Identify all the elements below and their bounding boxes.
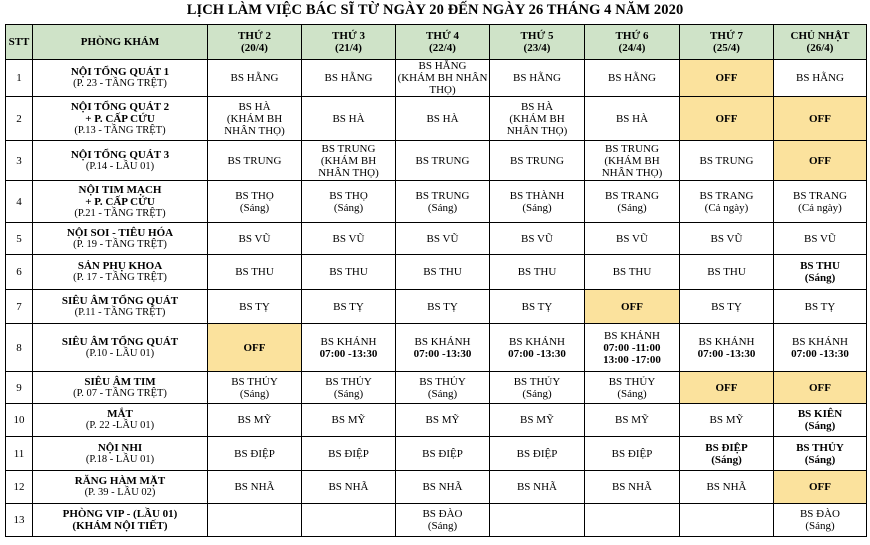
doctor-name: BS THÀNH: [509, 189, 565, 202]
room-name: + P. CẤP CỨU: [85, 112, 155, 125]
doctor-cell: [302, 60, 396, 97]
doctor-cell: [774, 223, 867, 255]
room-location: (P.21 - TẦNG TRỆT): [74, 207, 166, 219]
shift-note: (KHÁM BH: [320, 154, 377, 167]
doctor-name: BS THỌ: [329, 189, 368, 202]
doctor-name: OFF: [621, 300, 643, 313]
row-number: 3: [6, 141, 33, 181]
doctor-name: BS NHÃ: [234, 481, 275, 493]
doctor-cell: [208, 290, 302, 324]
room-cell: [33, 60, 208, 97]
row-number: 10: [6, 404, 33, 437]
doctor-cell: [302, 290, 396, 324]
doctor-cell: [396, 324, 490, 372]
doctor-name: BS TỴ: [239, 300, 270, 313]
doctor-name: BS NHÃ: [328, 481, 369, 493]
doctor-cell: [585, 181, 680, 223]
doctor-cell: [680, 404, 774, 437]
doctor-cell: [490, 404, 585, 437]
doctor-cell: [490, 504, 585, 537]
room-name: NỘI TỔNG QUÁT 2: [70, 100, 170, 113]
doctor-name: BS TỴ: [427, 300, 458, 313]
doctor-cell: [302, 372, 396, 404]
room-cell: [33, 471, 208, 504]
table-row: [6, 97, 867, 141]
header-stt: STT: [6, 25, 33, 60]
doctor-cell: [302, 223, 396, 255]
doctor-name: BS THU: [329, 266, 368, 278]
doctor-cell: [208, 404, 302, 437]
doctor-name: BS ĐÀO: [799, 508, 841, 520]
room-cell: [33, 504, 208, 537]
doctor-name: BS ĐIỆP: [705, 441, 748, 454]
doctor-cell: [585, 141, 680, 181]
row-number: 9: [6, 372, 33, 404]
doctor-name: BS THU: [707, 266, 746, 278]
doctor-cell: [774, 404, 867, 437]
table-row: [6, 372, 867, 404]
doctor-cell: [396, 60, 490, 97]
shift-note: (Sáng): [805, 520, 835, 532]
room-location: (P. 17 - TẦNG TRỆT): [73, 272, 167, 283]
doctor-cell: [396, 255, 490, 290]
off-day-cell: [208, 324, 302, 372]
room-name: SIÊU ÂM TỔNG QUÁT: [61, 335, 179, 348]
shift-note: NHÂN THỌ): [318, 166, 379, 179]
room-cell: [33, 324, 208, 372]
shift-note: (Sáng): [804, 272, 836, 284]
room-cell: [33, 404, 208, 437]
doctor-name: BS TRANG: [793, 189, 847, 202]
room-name: PHÒNG VIP - (LẦU 01): [62, 508, 178, 520]
row-number: 11: [6, 437, 33, 471]
header-row: [6, 25, 867, 60]
doctor-cell: [302, 97, 396, 141]
doctor-cell: [585, 97, 680, 141]
room-name: NỘI SOI - TIÊU HÓA: [66, 226, 174, 239]
room-name: NỘI NHI: [97, 441, 143, 454]
doctor-name: BS THU: [800, 260, 840, 272]
room-name: SIÊU ÂM TỔNG QUÁT: [61, 294, 179, 307]
doctor-name: BS HẰNG: [513, 72, 561, 84]
row-number: 7: [6, 290, 33, 324]
doctor-name: BS THỦY: [419, 375, 466, 388]
table-row: [6, 437, 867, 471]
doctor-name: BS ĐÀO: [422, 508, 463, 520]
doctor-cell: [585, 223, 680, 255]
doctor-cell: [396, 437, 490, 471]
shift-note: (Sáng): [522, 387, 552, 400]
doctor-cell: [208, 255, 302, 290]
doctor-name: BS TỴ: [804, 300, 836, 313]
doctor-name: BS HÀ: [332, 112, 365, 125]
doctor-name: BS HÀ: [238, 100, 271, 113]
doctor-name: BS HẰNG: [230, 72, 279, 84]
shift-note: (KHÁM BH NHÂN: [397, 72, 488, 84]
off-day-cell: [774, 372, 867, 404]
doctor-cell: [396, 223, 490, 255]
off-day-cell: [680, 372, 774, 404]
doctor-name: BS HẰNG: [418, 60, 467, 72]
doctor-cell: [774, 437, 867, 471]
doctor-name: BS NHÃ: [422, 481, 463, 493]
doctor-name: BS MỸ: [425, 414, 460, 426]
room-location: (P.11 - TẦNG TRỆT): [74, 306, 166, 318]
doctor-cell: [302, 437, 396, 471]
doctor-cell: [208, 504, 302, 537]
room-cell: [33, 141, 208, 181]
doctor-name: BS KHÁNH: [414, 335, 471, 348]
room-name: NỘI TIM MẠCH: [78, 183, 162, 196]
shift-note: (Sáng): [617, 201, 647, 214]
doctor-name: BS KHÁNH: [604, 329, 660, 342]
table-row: [6, 404, 867, 437]
doctor-name: BS TỴ: [333, 300, 364, 313]
room-cell: [33, 437, 208, 471]
table-row: [6, 223, 867, 255]
shift-note: (Sáng): [333, 387, 364, 400]
doctor-name: BS TRUNG: [321, 142, 376, 155]
row-number: 6: [6, 255, 33, 290]
doctor-cell: [396, 404, 490, 437]
table-row: [6, 324, 867, 372]
room-name: NỘI TỔNG QUÁT 3: [70, 148, 170, 161]
doctor-name: BS HÀ: [520, 100, 554, 113]
doctor-name: BS TRUNG: [699, 154, 754, 167]
doctor-name: OFF: [243, 341, 266, 354]
doctor-name: BS ĐIỆP: [422, 447, 463, 460]
doctor-name: BS THU: [235, 266, 274, 278]
schedule-body: [6, 60, 867, 537]
doctor-name: BS VŨ: [332, 232, 365, 245]
table-row: [6, 255, 867, 290]
header-day: THỨ 2 (20/4): [208, 25, 302, 60]
doctor-name: BS MỸ: [331, 414, 366, 426]
shift-note: (Sáng): [804, 420, 836, 432]
doctor-cell: [490, 290, 585, 324]
page-title: LỊCH LÀM VIỆC BÁC SĨ TỪ NGÀY 20 ĐẾN NGÀY 26 THÁNG 4 NĂM 2020: [186, 2, 684, 18]
doctor-name: BS KHÁNH: [698, 335, 755, 348]
room-cell: [33, 255, 208, 290]
shift-note: (Sáng): [617, 387, 647, 400]
shift-note: (KHÁM BH: [509, 112, 565, 125]
table-row: [6, 141, 867, 181]
room-location: (P.14 - LẦU 01): [85, 160, 155, 172]
doctor-cell: [774, 181, 867, 223]
doctor-cell: [302, 324, 396, 372]
doctor-cell: [680, 471, 774, 504]
doctor-name: OFF: [809, 112, 831, 125]
doctor-name: BS KHÁNH: [320, 335, 377, 348]
row-number: 4: [6, 181, 33, 223]
header-day: CHỦ NHẬT (26/4): [774, 25, 867, 60]
room-name: RĂNG HÀM MẶT: [74, 475, 166, 487]
row-number: 12: [6, 471, 33, 504]
doctor-name: BS VŨ: [238, 232, 271, 245]
shift-note: (Sáng): [427, 520, 458, 532]
shift-note: NHÂN THỌ): [601, 166, 663, 179]
doctor-name: OFF: [809, 381, 831, 394]
header-day: THỨ 3 (21/4): [302, 25, 396, 60]
doctor-name: BS MỸ: [237, 414, 272, 426]
doctor-name: BS THU: [423, 266, 462, 278]
doctor-cell: [208, 141, 302, 181]
off-day-cell: [585, 290, 680, 324]
shift-note: (Sáng): [522, 201, 552, 214]
shift-note: 13:00 -17:00: [603, 353, 661, 366]
doctor-cell: [208, 437, 302, 471]
doctor-cell: [490, 97, 585, 141]
doctor-cell: [208, 60, 302, 97]
doctor-cell: [490, 223, 585, 255]
shift-note: 07:00 -13:30: [319, 347, 378, 360]
doctor-name: BS THU: [517, 266, 557, 278]
room-location: (P.18 - LẦU 01): [85, 453, 155, 465]
doctor-cell: [396, 290, 490, 324]
table-row: [6, 181, 867, 223]
doctor-name: BS KIÊN: [797, 408, 843, 420]
doctor-cell: [490, 60, 585, 97]
doctor-cell: [302, 181, 396, 223]
doctor-name: BS NHÃ: [516, 481, 558, 493]
doctor-name: BS VŨ: [426, 232, 459, 245]
room-location: (P. 19 - TẦNG TRỆT): [73, 238, 167, 250]
doctor-name: BS HÀ: [615, 112, 649, 125]
off-day-cell: [774, 141, 867, 181]
doctor-cell: [302, 504, 396, 537]
shift-note: (KHÁM BH: [226, 112, 283, 125]
doctor-cell: [396, 141, 490, 181]
table-row: [6, 471, 867, 504]
doctor-name: BS NHÃ: [706, 481, 747, 493]
room-location: (P.10 - LẦU 01): [85, 347, 155, 359]
doctor-cell: [774, 290, 867, 324]
doctor-name: BS MỸ: [709, 414, 744, 426]
shift-note: (Sáng): [239, 201, 270, 214]
doctor-name: BS TRUNG: [415, 189, 470, 202]
doctor-cell: [396, 97, 490, 141]
room-cell: [33, 290, 208, 324]
doctor-cell: [774, 255, 867, 290]
off-day-cell: [774, 471, 867, 504]
doctor-cell: [396, 504, 490, 537]
room-name: SIÊU ÂM TIM: [84, 375, 156, 388]
doctor-name: BS NHÃ: [611, 481, 653, 493]
room-location: (P. 23 - TẦNG TRỆT): [73, 78, 167, 89]
doctor-cell: [208, 372, 302, 404]
header-room: PHÒNG KHÁM: [33, 25, 208, 60]
shift-note: (Sáng): [427, 387, 458, 400]
shift-note: 07:00 -13:30: [697, 347, 756, 360]
shift-note: (KHÁM BH: [604, 154, 660, 167]
doctor-name: BS VŨ: [710, 232, 743, 245]
room-name: NỘI TỔNG QUÁT 1: [70, 66, 170, 78]
doctor-name: BS TRUNG: [227, 154, 282, 167]
doctor-name: BS TRUNG: [605, 142, 659, 155]
shift-note: NHÂN THỌ): [506, 124, 568, 137]
room-location: (P. 07 - TẦNG TRỆT): [73, 387, 167, 399]
row-number: 2: [6, 97, 33, 141]
room-cell: [33, 372, 208, 404]
room-name: MẮT: [107, 408, 133, 420]
header-day: THỨ 7 (25/4): [680, 25, 774, 60]
doctor-name: BS THU: [612, 266, 652, 278]
doctor-name: BS VŨ: [521, 232, 553, 245]
doctor-name: BS MỸ: [520, 414, 554, 426]
doctor-cell: [396, 181, 490, 223]
doctor-name: BS MỸ: [615, 414, 649, 426]
doctor-name: OFF: [715, 112, 738, 125]
doctor-name: BS KHÁNH: [792, 335, 848, 348]
doctor-name: BS THỦY: [231, 375, 278, 388]
doctor-cell: [585, 471, 680, 504]
doctor-cell: [302, 404, 396, 437]
room-location: (P. 22 -LẦU 01): [85, 420, 155, 431]
doctor-cell: [585, 404, 680, 437]
doctor-cell: [396, 372, 490, 404]
doctor-name: BS HẰNG: [324, 72, 373, 84]
table-row: [6, 60, 867, 97]
doctor-cell: [490, 324, 585, 372]
doctor-cell: [490, 437, 585, 471]
doctor-cell: [490, 471, 585, 504]
doctor-name: BS TỴ: [521, 300, 553, 313]
doctor-cell: [680, 223, 774, 255]
shift-note: 07:00 -13:30: [508, 347, 566, 360]
doctor-name: OFF: [809, 481, 831, 493]
row-number: 13: [6, 504, 33, 537]
doctor-name: BS TRUNG: [510, 154, 564, 167]
row-number: 8: [6, 324, 33, 372]
doctor-name: BS HÀ: [426, 112, 459, 125]
room-name: + P. CẤP CỨU: [85, 195, 155, 208]
doctor-cell: [208, 97, 302, 141]
shift-note: 07:00 -13:30: [791, 347, 849, 360]
doctor-cell: [208, 181, 302, 223]
row-number: 1: [6, 60, 33, 97]
shift-note: (Cả ngày): [798, 201, 842, 214]
doctor-cell: [585, 324, 680, 372]
doctor-cell: [680, 504, 774, 537]
doctor-name: BS TRUNG: [415, 154, 470, 167]
doctor-cell: [680, 324, 774, 372]
doctor-name: BS THỦY: [325, 375, 372, 388]
header-day: THỨ 6 (24/4): [585, 25, 680, 60]
doctor-name: BS ĐIỆP: [234, 447, 275, 460]
shift-note: (Cả ngày): [704, 201, 749, 214]
off-day-cell: [774, 97, 867, 141]
doctor-cell: [302, 471, 396, 504]
doctor-cell: [680, 255, 774, 290]
doctor-name: BS TRANG: [699, 189, 754, 202]
room-location: (P. 39 - LẦU 02): [84, 487, 156, 498]
schedule-table: [5, 24, 867, 537]
room-cell: [33, 97, 208, 141]
off-day-cell: [680, 60, 774, 97]
shift-note: 07:00 -13:30: [413, 347, 472, 360]
shift-note: (Sáng): [711, 453, 742, 466]
doctor-name: BS THỦY: [796, 441, 844, 454]
doctor-cell: [774, 324, 867, 372]
shift-note: 07:00 -11:00: [603, 341, 661, 354]
doctor-cell: [490, 141, 585, 181]
doctor-name: BS THỌ: [235, 189, 274, 202]
doctor-name: BS THỦY: [513, 375, 561, 388]
doctor-cell: [680, 290, 774, 324]
doctor-cell: [680, 181, 774, 223]
doctor-cell: [774, 504, 867, 537]
doctor-cell: [585, 504, 680, 537]
doctor-cell: [585, 437, 680, 471]
doctor-cell: [490, 181, 585, 223]
doctor-cell: [585, 372, 680, 404]
doctor-cell: [774, 60, 867, 97]
shift-note: NHÂN THỌ): [224, 124, 285, 137]
shift-note: (Sáng): [804, 453, 836, 466]
doctor-name: BS VŨ: [804, 232, 836, 245]
doctor-name: BS TRANG: [605, 189, 659, 202]
room-cell: [33, 181, 208, 223]
table-row: [6, 290, 867, 324]
doctor-name: BS HẰNG: [608, 72, 656, 84]
doctor-cell: [208, 223, 302, 255]
doctor-cell: [490, 372, 585, 404]
doctor-name: OFF: [809, 154, 831, 167]
shift-note: THỌ): [429, 84, 456, 96]
doctor-cell: [585, 60, 680, 97]
doctor-cell: [680, 437, 774, 471]
room-name: SẢN PHỤ KHOA: [77, 260, 163, 272]
doctor-name: BS TỴ: [711, 300, 742, 313]
doctor-name: BS ĐIỆP: [611, 447, 653, 460]
doctor-name: BS KHÁNH: [509, 335, 565, 348]
off-day-cell: [680, 97, 774, 141]
doctor-cell: [302, 141, 396, 181]
doctor-name: BS VŨ: [616, 232, 648, 245]
header-day: THỨ 4 (22/4): [396, 25, 490, 60]
row-number: 5: [6, 223, 33, 255]
room-cell: [33, 223, 208, 255]
doctor-cell: [490, 255, 585, 290]
doctor-name: OFF: [715, 72, 738, 84]
room-location: (P.13 - TẦNG TRỆT): [74, 124, 166, 136]
doctor-cell: [585, 255, 680, 290]
table-row: [6, 504, 867, 537]
doctor-cell: [208, 471, 302, 504]
doctor-name: BS ĐIỆP: [516, 447, 558, 460]
shift-note: (Sáng): [333, 201, 364, 214]
doctor-name: BS HẰNG: [796, 72, 844, 84]
shift-note: (Sáng): [239, 387, 270, 400]
doctor-name: BS THỦY: [608, 375, 656, 388]
header-day: THỨ 5 (23/4): [490, 25, 585, 60]
doctor-cell: [396, 471, 490, 504]
shift-note: (Sáng): [427, 201, 458, 214]
room-location: (KHÁM NỘI TIẾT): [72, 520, 168, 532]
doctor-cell: [680, 141, 774, 181]
doctor-cell: [302, 255, 396, 290]
doctor-name: OFF: [715, 381, 738, 394]
doctor-name: BS ĐIỆP: [328, 447, 369, 460]
